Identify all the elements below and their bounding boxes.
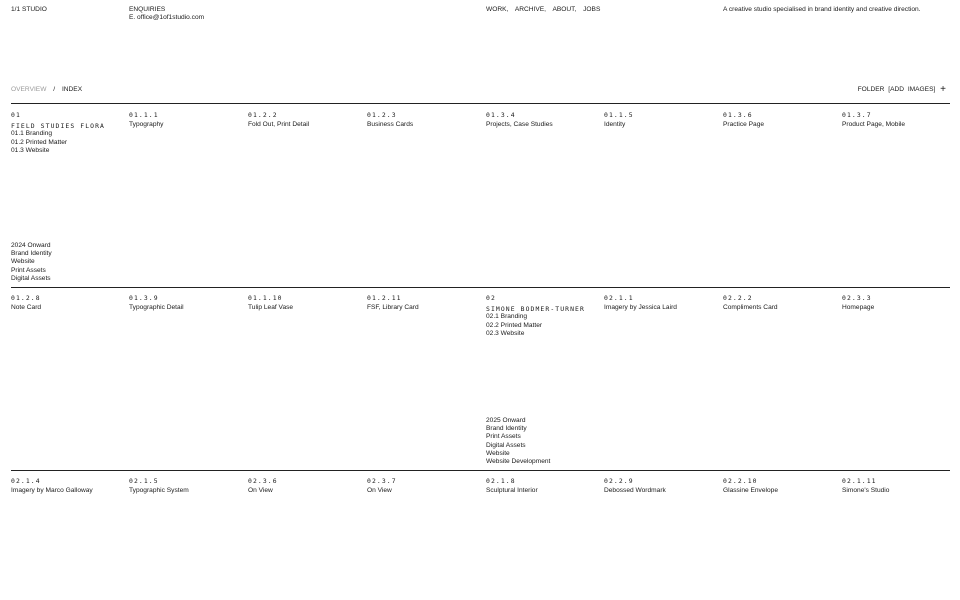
item-title: On View: [367, 487, 392, 495]
index-item[interactable]: [604, 294, 716, 312]
project-02-meta: [486, 417, 550, 466]
index-item[interactable]: [842, 111, 954, 129]
project-year: 2025 Onward: [486, 417, 526, 424]
project-discipline: Digital Assets: [11, 274, 51, 282]
item-title: Homepage: [842, 304, 875, 312]
project-01-meta: [11, 242, 52, 283]
item-title: Fold Out, Print Detail: [248, 121, 310, 129]
project-discipline: Print Assets: [11, 266, 46, 274]
index-item[interactable]: [248, 477, 360, 495]
item-code: 01.2.2: [248, 111, 278, 119]
project-name: FIELD STUDIES FLORA: [11, 122, 106, 131]
item-code: 01.3.7: [842, 111, 872, 119]
item-title: Sculptural Interior: [486, 487, 538, 495]
project-code: 01: [11, 111, 21, 119]
item-code: 02.1.11: [842, 477, 877, 485]
item-code: 02.1.4: [11, 477, 41, 485]
item-title: Product Page, Mobile: [842, 121, 906, 129]
project-section[interactable]: 02.1 Branding: [486, 313, 528, 321]
view-separator: /: [53, 86, 56, 93]
project-code: 02: [486, 294, 496, 302]
project-discipline: Brand Identity: [11, 250, 52, 258]
project-section[interactable]: 01.2 Printed Matter: [11, 138, 68, 146]
index-link[interactable]: INDEX: [61, 86, 83, 93]
item-title: Tulip Leaf Vase: [248, 304, 294, 312]
divider: [11, 103, 950, 104]
item-code: 01.3.4: [486, 111, 516, 119]
item-code: 02.1.5: [129, 477, 159, 485]
project-discipline: Print Assets: [486, 433, 521, 441]
project-section[interactable]: 02.3 Website: [486, 329, 525, 337]
item-title: Business Cards: [367, 121, 414, 129]
item-title: Practice Page: [723, 121, 765, 129]
item-title: Typography: [129, 121, 164, 129]
plus-icon[interactable]: +: [940, 84, 946, 95]
item-title: Debossed Wordmark: [604, 487, 666, 495]
nav-jobs[interactable]: JOBS: [583, 6, 601, 13]
index-item[interactable]: [129, 477, 241, 495]
index-item[interactable]: [604, 111, 716, 129]
item-title: Imagery by Jessica Laird: [604, 304, 677, 312]
project-section[interactable]: 01.3 Website: [11, 146, 50, 154]
folder-control[interactable]: [858, 86, 946, 94]
project-discipline: Digital Assets: [486, 441, 526, 449]
index-item[interactable]: [248, 294, 360, 312]
index-item[interactable]: [604, 477, 716, 495]
index-item[interactable]: [248, 111, 360, 129]
index-item[interactable]: [842, 477, 954, 495]
item-code: 01.3.9: [129, 294, 159, 302]
index-item[interactable]: [129, 294, 241, 312]
item-title: Note Card: [11, 304, 42, 312]
item-code: 01.2.8: [11, 294, 41, 302]
tagline: A creative studio specialised in brand identity and creative direction.: [723, 6, 921, 13]
folder-label[interactable]: FOLDER [ADD IMAGES]: [857, 86, 936, 93]
overview-link[interactable]: OVERVIEW: [11, 86, 47, 93]
project-section[interactable]: 01.1 Branding: [11, 130, 53, 138]
item-title: Projects, Case Studies: [486, 121, 553, 129]
item-title: On View: [248, 487, 273, 495]
divider: [11, 287, 950, 288]
index-item[interactable]: [486, 111, 598, 129]
nav-archive[interactable]: ARCHIVE,: [514, 6, 546, 13]
index-item[interactable]: [723, 111, 835, 129]
project-name: SIMONE BODMER-TURNER: [486, 305, 585, 314]
index-item[interactable]: [367, 111, 479, 129]
item-code: 02.3.3: [842, 294, 872, 302]
item-code: 01.3.6: [723, 111, 753, 119]
item-code: 01.1.1: [129, 111, 159, 119]
project-01-summary[interactable]: [11, 111, 123, 155]
project-discipline: Website: [11, 258, 35, 266]
item-title: Identity: [604, 121, 626, 129]
item-title: Typographic Detail: [129, 304, 184, 312]
index-item[interactable]: [11, 294, 123, 312]
item-code: 02.3.6: [248, 477, 278, 485]
item-title: Typographic System: [129, 487, 189, 495]
item-code: 02.1.1: [604, 294, 634, 302]
item-code: 01.1.10: [248, 294, 283, 302]
main-nav: [486, 6, 605, 14]
project-discipline: Website: [486, 449, 510, 457]
item-title: Glassine Envelope: [723, 487, 778, 495]
project-year: 2024 Onward: [11, 242, 51, 249]
item-code: 02.2.2: [723, 294, 753, 302]
index-item[interactable]: [842, 294, 954, 312]
item-code: 02.2.9: [604, 477, 634, 485]
item-title: Imagery by Marco Galloway: [11, 487, 93, 495]
item-code: 02.3.7: [367, 477, 397, 485]
item-code: 01.1.5: [604, 111, 634, 119]
item-code: 01.2.3: [367, 111, 397, 119]
project-02-summary[interactable]: [486, 294, 598, 338]
index-item[interactable]: [367, 294, 479, 312]
index-item[interactable]: [486, 477, 598, 495]
item-title: Simone's Studio: [842, 487, 890, 495]
item-code: 02.1.8: [486, 477, 516, 485]
studio-logo[interactable]: 1/1 STUDIO: [11, 6, 47, 13]
index-item[interactable]: [129, 111, 241, 129]
enquiries-label: ENQUIRIES: [129, 6, 166, 13]
index-item[interactable]: [367, 477, 479, 495]
index-item[interactable]: [11, 477, 123, 495]
item-code: 02.2.10: [723, 477, 758, 485]
index-item[interactable]: [723, 294, 835, 312]
nav-about[interactable]: ABOUT,: [552, 6, 577, 13]
header: [11, 6, 47, 14]
index-item[interactable]: [723, 477, 835, 495]
nav-work[interactable]: WORK,: [486, 6, 509, 13]
view-switch: [11, 86, 82, 94]
project-discipline: Website Development: [486, 458, 551, 466]
enquiries: [129, 6, 204, 22]
item-code: 01.2.11: [367, 294, 402, 302]
item-title: FSF, Library Card: [367, 304, 419, 312]
project-section[interactable]: 02.2 Printed Matter: [486, 321, 543, 329]
project-discipline: Brand Identity: [486, 425, 527, 433]
email-link[interactable]: E. office@1of1studio.com: [129, 14, 205, 22]
item-title: Compliments Card: [723, 304, 778, 312]
divider: [11, 470, 950, 471]
